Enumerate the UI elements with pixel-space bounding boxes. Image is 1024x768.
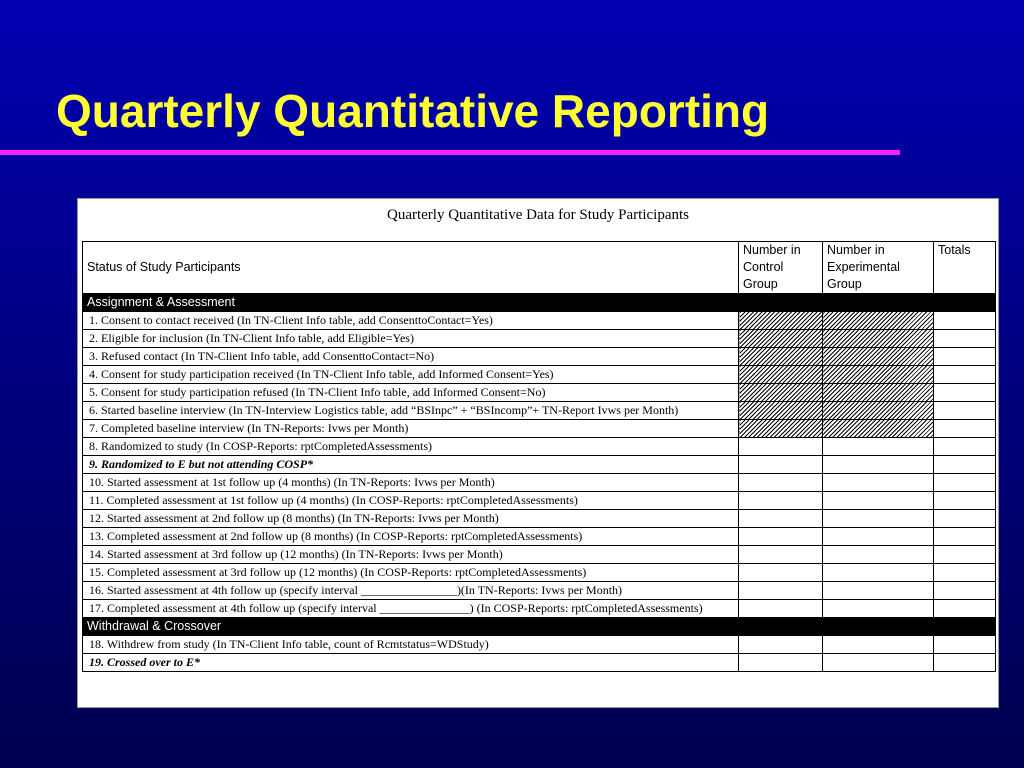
experimental-cell xyxy=(823,330,934,348)
experimental-cell xyxy=(823,402,934,420)
control-cell xyxy=(739,564,823,582)
row-label xyxy=(83,600,739,618)
row-label xyxy=(83,456,739,474)
row-label-text: 8. Randomized to study (In COSP-Reports: rptCompletedAssessments) xyxy=(89,439,432,453)
control-cell xyxy=(739,654,823,672)
report-document xyxy=(77,198,999,708)
row-label xyxy=(83,438,739,456)
totals-cell xyxy=(934,438,996,456)
table-row xyxy=(83,582,996,600)
control-cell xyxy=(739,600,823,618)
experimental-cell xyxy=(823,636,934,654)
control-cell xyxy=(739,330,823,348)
row-label xyxy=(83,636,739,654)
experimental-cell xyxy=(823,600,934,618)
table-row xyxy=(83,330,996,348)
row-label-text: 11. Completed assessment at 1st follow up (4 months) (In COSP-Reports: rptCompletedAssessments) xyxy=(89,493,578,507)
table-row xyxy=(83,528,996,546)
totals-cell xyxy=(934,564,996,582)
table-row xyxy=(83,456,996,474)
totals-cell xyxy=(934,582,996,600)
totals-cell xyxy=(934,366,996,384)
experimental-cell xyxy=(823,492,934,510)
row-label xyxy=(83,312,739,330)
section-row xyxy=(83,294,996,312)
row-label xyxy=(83,348,739,366)
row-label xyxy=(83,492,739,510)
table-body xyxy=(83,294,996,672)
control-cell xyxy=(739,546,823,564)
control-cell xyxy=(739,366,823,384)
table-row xyxy=(83,402,996,420)
experimental-cell xyxy=(823,456,934,474)
table-row xyxy=(83,384,996,402)
row-label-text: 4. Consent for study participation received (In TN-Client Info table, add Informed Consent=Yes) xyxy=(89,367,554,381)
row-label-text: 7. Completed baseline interview (In TN-Reports: Ivws per Month) xyxy=(89,421,409,435)
row-label xyxy=(83,654,739,672)
row-label-text: 6. Started baseline interview (In TN-Interview Logistics table, add “BSInpc” + “BSIncomp”+ TN-Report Ivws per Month) xyxy=(89,403,679,417)
experimental-cell xyxy=(823,366,934,384)
control-cell xyxy=(739,438,823,456)
table-row xyxy=(83,492,996,510)
control-cell xyxy=(739,420,823,438)
experimental-cell xyxy=(823,420,934,438)
experimental-cell xyxy=(823,384,934,402)
column-header-control: Number in Control Group xyxy=(739,242,823,294)
row-label-text: 18. Withdrew from study (In TN-Client Info table, count of Rcmtstatus=WDStudy) xyxy=(89,637,489,651)
table-row xyxy=(83,366,996,384)
row-label xyxy=(83,330,739,348)
row-label xyxy=(83,366,739,384)
totals-cell xyxy=(934,492,996,510)
table-row xyxy=(83,654,996,672)
row-label-text: 10. Started assessment at 1st follow up (4 months) (In TN-Reports: Ivws per Month) xyxy=(89,475,495,489)
row-label-text: 12. Started assessment at 2nd follow up (8 months) (In TN-Reports: Ivws per Month) xyxy=(89,511,499,525)
slide-title: Quarterly Quantitative Reporting xyxy=(56,85,770,137)
table-row xyxy=(83,474,996,492)
row-label-text: 14. Started assessment at 3rd follow up (12 months) (In TN-Reports: Ivws per Month) xyxy=(89,547,503,561)
control-cell xyxy=(739,510,823,528)
experimental-cell xyxy=(823,438,934,456)
experimental-cell xyxy=(823,510,934,528)
control-cell xyxy=(739,384,823,402)
section-title: Withdrawal & Crossover xyxy=(83,618,996,636)
table-row xyxy=(83,312,996,330)
column-header-totals: Totals xyxy=(934,242,996,294)
row-label-text: 3. Refused contact (In TN-Client Info table, add ConsenttoContact=No) xyxy=(89,349,435,363)
table-row xyxy=(83,438,996,456)
row-label-text: 13. Completed assessment at 2nd follow up (8 months) (In COSP-Reports: rptCompletedAssessments) xyxy=(89,529,583,543)
row-label-text: 1. Consent to contact received (In TN-Client Info table, add ConsenttoContact=Yes) xyxy=(89,313,493,327)
experimental-cell xyxy=(823,348,934,366)
totals-cell xyxy=(934,510,996,528)
totals-cell xyxy=(934,636,996,654)
title-underline xyxy=(0,150,900,155)
control-cell xyxy=(739,348,823,366)
row-label xyxy=(83,528,739,546)
section-title: Assignment & Assessment xyxy=(83,294,996,312)
row-label-text: 17. Completed assessment at 4th follow up (specify interval _______________) (In COSP-Reports: rptCompletedAssessments) xyxy=(89,601,703,615)
experimental-cell xyxy=(823,474,934,492)
row-label-text: 19. Crossed over to E* xyxy=(89,655,200,669)
row-label xyxy=(83,582,739,600)
totals-cell xyxy=(934,420,996,438)
row-label xyxy=(83,420,739,438)
control-cell xyxy=(739,402,823,420)
row-label-text: 2. Eligible for inclusion (In TN-Client Info table, add Eligible=Yes) xyxy=(89,331,414,345)
totals-cell xyxy=(934,456,996,474)
experimental-cell xyxy=(823,312,934,330)
column-header-status: Status of Study Participants xyxy=(83,242,739,294)
totals-cell xyxy=(934,312,996,330)
totals-cell xyxy=(934,654,996,672)
control-cell xyxy=(739,636,823,654)
row-label xyxy=(83,564,739,582)
row-label-text: 15. Completed assessment at 3rd follow up (12 months) (In COSP-Reports: rptCompletedAssessments) xyxy=(89,565,587,579)
document-heading: Quarterly Quantitative Data for Study Participants xyxy=(387,207,689,223)
totals-cell xyxy=(934,384,996,402)
row-label xyxy=(83,384,739,402)
totals-cell xyxy=(934,528,996,546)
control-cell xyxy=(739,528,823,546)
totals-cell xyxy=(934,546,996,564)
experimental-cell xyxy=(823,546,934,564)
table-row xyxy=(83,564,996,582)
row-label-text: 16. Started assessment at 4th follow up (specify interval ________________)(In TN-Reports: Ivws per Month) xyxy=(89,583,623,597)
table-row xyxy=(83,510,996,528)
totals-cell xyxy=(934,330,996,348)
experimental-cell xyxy=(823,564,934,582)
control-cell xyxy=(739,492,823,510)
control-cell xyxy=(739,456,823,474)
control-cell xyxy=(739,474,823,492)
table-row xyxy=(83,600,996,618)
totals-cell xyxy=(934,348,996,366)
control-cell xyxy=(739,582,823,600)
experimental-cell xyxy=(823,582,934,600)
control-cell xyxy=(739,312,823,330)
table-header-row xyxy=(83,242,996,294)
row-label xyxy=(83,474,739,492)
experimental-cell xyxy=(823,528,934,546)
row-label-text: 5. Consent for study participation refused (In TN-Client Info table, add Informed Consent=No) xyxy=(89,385,546,399)
totals-cell xyxy=(934,474,996,492)
table-row xyxy=(83,636,996,654)
participant-status-table xyxy=(82,241,996,672)
table-row xyxy=(83,420,996,438)
row-label xyxy=(83,402,739,420)
table-row xyxy=(83,348,996,366)
table-row xyxy=(83,546,996,564)
row-label xyxy=(83,546,739,564)
column-header-experimental: Number in Experimental Group xyxy=(823,242,934,294)
row-label-text: 9. Randomized to E but not attending COSP* xyxy=(89,457,314,471)
experimental-cell xyxy=(823,654,934,672)
row-label xyxy=(83,510,739,528)
section-row xyxy=(83,618,996,636)
totals-cell xyxy=(934,402,996,420)
totals-cell xyxy=(934,600,996,618)
